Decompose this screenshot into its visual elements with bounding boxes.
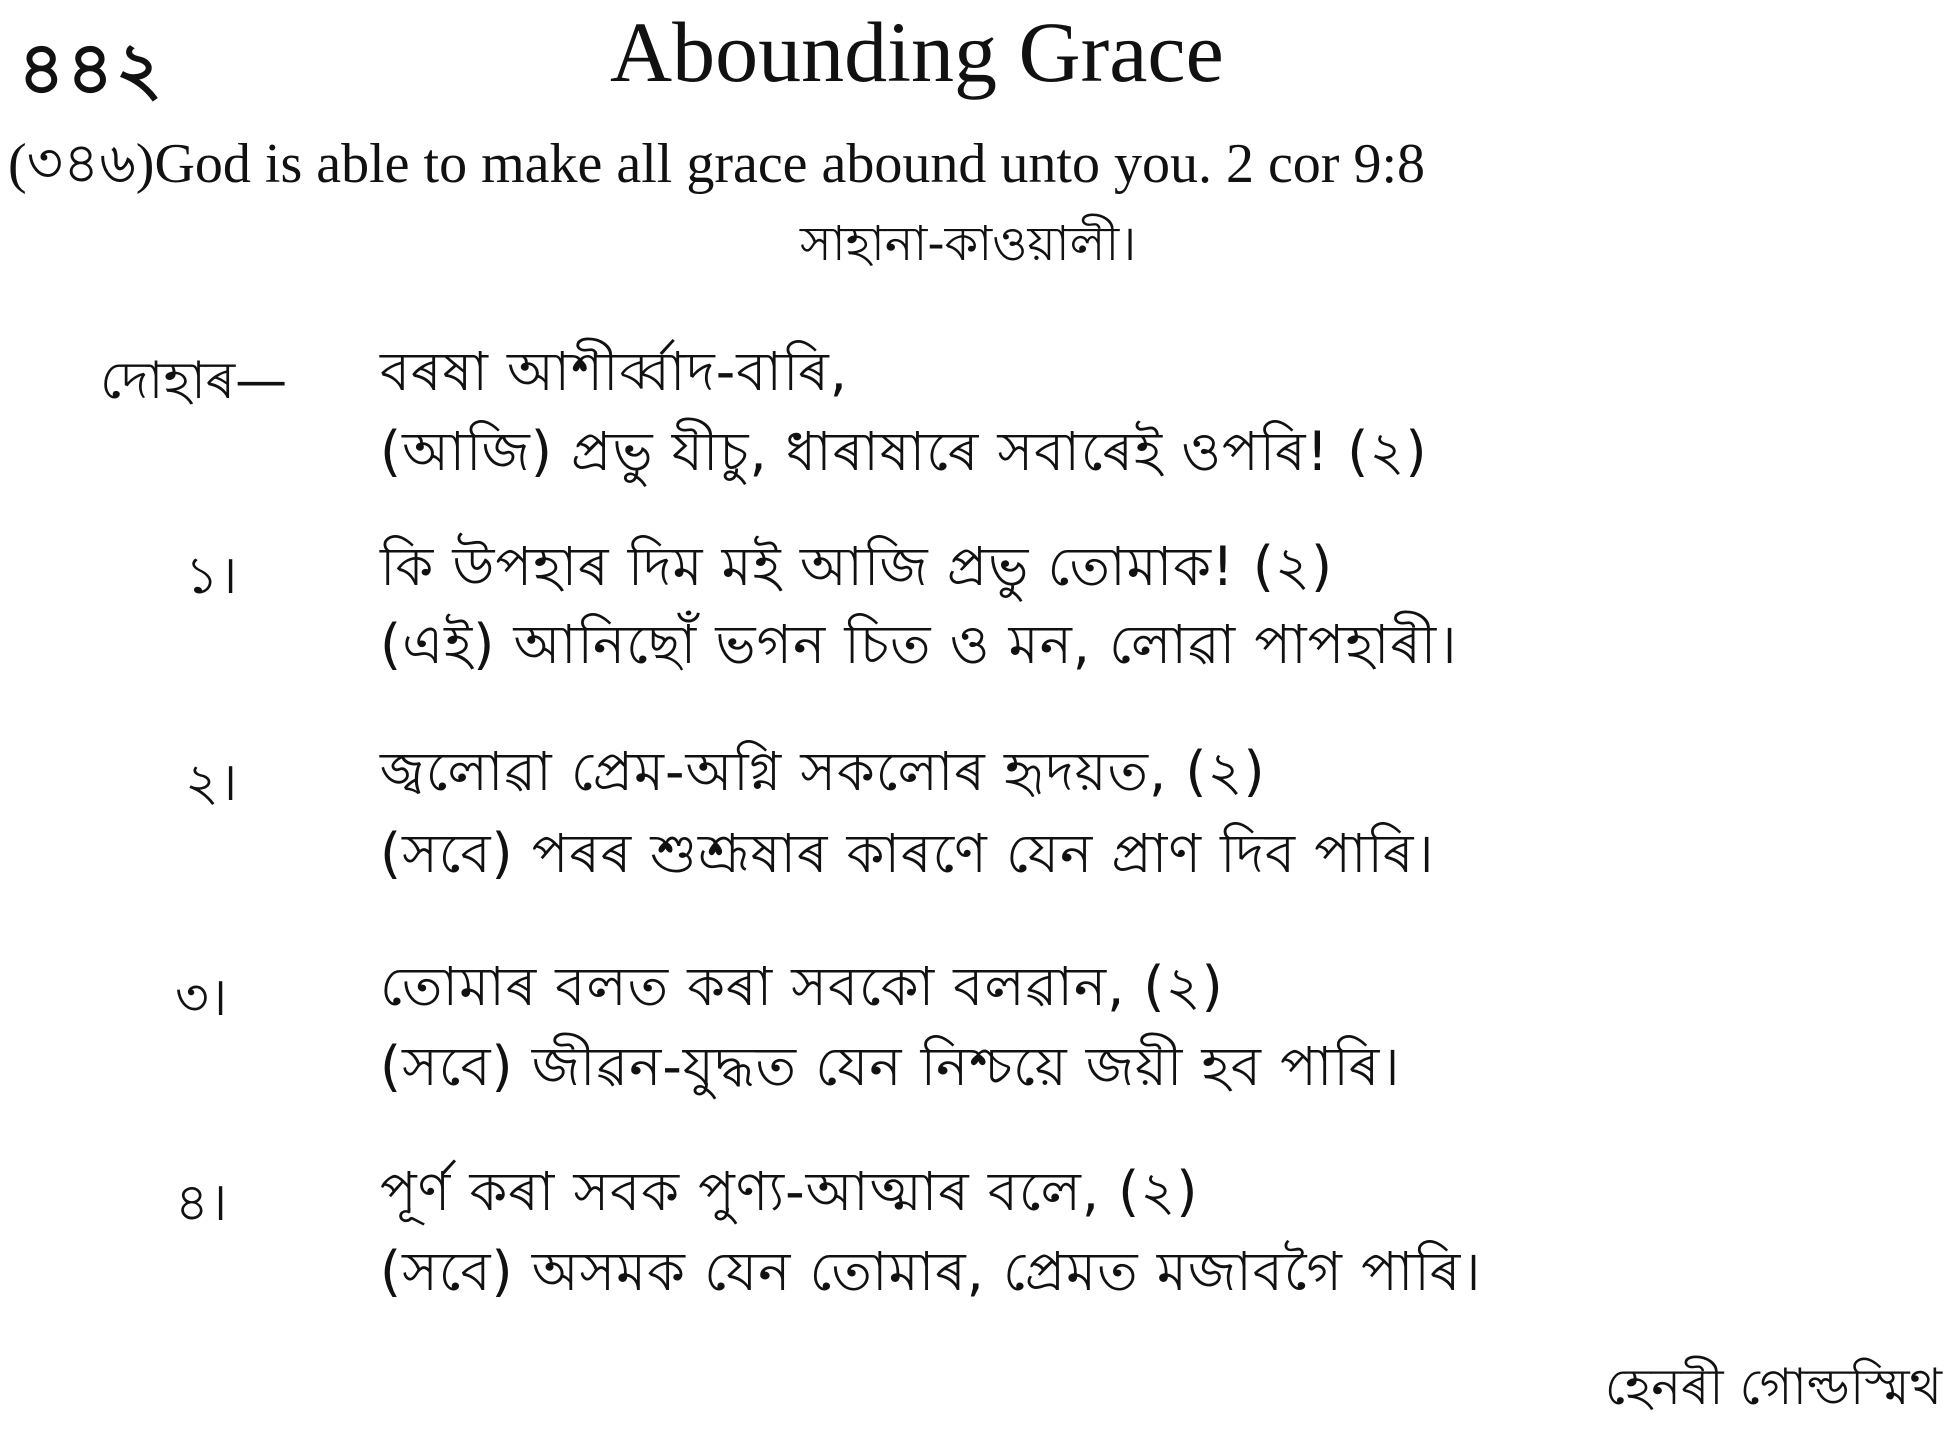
chorus-line-2: (আজি) প্ৰভু যীচু, ধাৰাষাৰে সবাৰেই ওপৰি! (২) xyxy=(380,420,1428,483)
verse-2-number: ২। xyxy=(185,753,238,813)
author-name: হেনৰী গোল্ডস্মিথ xyxy=(1604,1358,1942,1416)
hymn-title: Abounding Grace xyxy=(610,4,1224,100)
verse-3-line-1: তোমাৰ বলত কৰা সবকো বলৱান, (২) xyxy=(380,955,1224,1018)
raga-label: সাহানা-কাওয়ালী। xyxy=(800,216,1137,272)
verse-1-number: ১। xyxy=(185,546,238,606)
verse-1-line-1: কি উপহাৰ দিম মই আজি প্ৰভু তোমাক! (২) xyxy=(380,535,1334,598)
scripture-subtitle: (৩৪৬)God is able to make all grace abound unto you. 2 cor 9:8 xyxy=(8,133,1426,195)
verse-1-line-2: (এই) আনিছোঁ ভগন চিত ও মন, লোৱা পাপহাৰী। xyxy=(380,613,1458,676)
verse-3-line-2: (সবে) জীৱন-যুদ্ধত যেন নিশ্চয়ে জয়ী হব পাৰি। xyxy=(380,1035,1401,1098)
verse-3-number: ৩। xyxy=(175,968,228,1028)
hymn-number: ৪৪২ xyxy=(18,26,165,110)
verse-4-number: ৪। xyxy=(175,1173,228,1233)
verse-2-line-1: জ্বলোৱা প্ৰেম-অগ্নি সকলোৰ হৃদয়ত, (২) xyxy=(380,740,1266,803)
verse-4-line-1: পূৰ্ণ কৰা সবক পুণ্য-আত্মাৰ বলে, (২) xyxy=(380,1160,1199,1223)
verse-4-line-2: (সবে) অসমক যেন তোমাৰ, প্ৰেমত মজাবগৈ পাৰি। xyxy=(380,1240,1482,1303)
verse-2-line-2: (সবে) পৰৰ শুশ্ৰূষাৰ কাৰণে যেন প্ৰাণ দিব পাৰি। xyxy=(380,822,1435,885)
chorus-label: দোহাৰ— xyxy=(100,351,288,411)
chorus-line-1: বৰষা আশীৰ্ব্বাদ-বাৰি, xyxy=(380,340,848,403)
